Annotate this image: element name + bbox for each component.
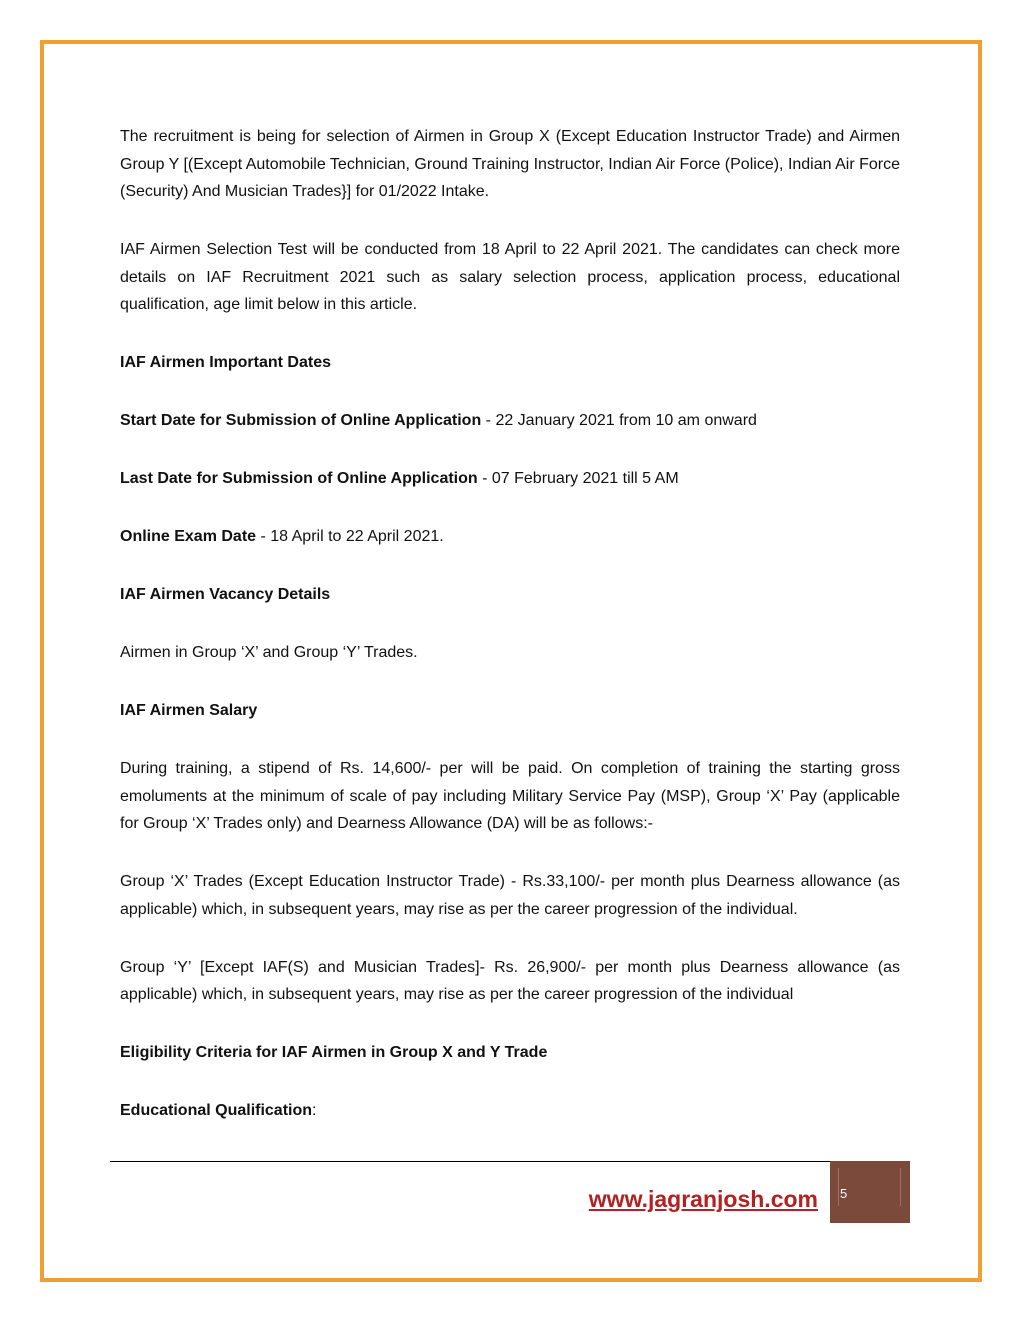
- page-number: 5: [840, 1186, 848, 1201]
- footer-divider: [110, 1161, 830, 1162]
- heading-salary: [120, 697, 900, 725]
- start-date-line: [120, 407, 900, 435]
- heading-text: IAF Airmen Salary: [120, 702, 258, 719]
- start-date-label: Start Date for Submission of Online Application: [120, 412, 482, 429]
- start-date-value: - 22 January 2021 from 10 am onward: [481, 412, 757, 429]
- box-line: [838, 1168, 839, 1206]
- page-number-box: [830, 1161, 910, 1223]
- stipend-paragraph: During training, a stipend of Rs. 14,600/- per will be paid. On completion of training the starting gross emoluments at the minimum of scale of pay including Military Service Pay (MSP), Group ‘X’ Pay (applicable for Group ‘X’ Trades only) and Dearness Allowance (DA) will be as follows:-: [120, 760, 900, 832]
- exam-date-line: [120, 523, 900, 551]
- exam-date-label: Online Exam Date: [120, 528, 257, 545]
- group-x-paragraph: Group ‘X’ Trades (Except Education Instructor Trade) - Rs.33,100/- per month plus Dearness allowance (as applicable) which, in subsequent years, may rise as per the career progression of the individual.: [120, 873, 900, 918]
- edu-colon: :: [312, 1102, 317, 1119]
- heading-vacancy: [120, 581, 900, 609]
- last-date-value: - 07 February 2021 till 5 AM: [477, 470, 679, 487]
- heading-text: IAF Airmen Important Dates: [120, 354, 331, 371]
- intro-paragraph: The recruitment is being for selection of Airmen in Group X (Except Education Instructor Trade) and Airmen Group Y [(Except Automobile Technician, Ground Training Instructor, Indian Air Force (Police), Indian Air Force (Security) And Musician Trades}] for 01/2022 Intake.: [120, 128, 900, 200]
- vacancy-paragraph: Airmen in Group ‘X’ and Group ‘Y’ Trades.: [120, 644, 418, 661]
- last-date-line: [120, 465, 900, 493]
- website-link[interactable]: www.jagranjosh.com: [588, 1186, 818, 1212]
- edu-label: Educational Qualification: [120, 1102, 313, 1119]
- test-paragraph: IAF Airmen Selection Test will be conducted from 18 April to 22 April 2021. The candidates can check more details on IAF Recruitment 2021 such as salary selection process, application process, educational qualification, age limit below in this article.: [120, 241, 900, 313]
- heading-eligibility: [120, 1039, 900, 1067]
- last-date-label: Last Date for Submission of Online Application: [120, 470, 478, 487]
- heading-text: Eligibility Criteria for IAF Airmen in Group X and Y Trade: [120, 1044, 548, 1061]
- exam-date-value: - 18 April to 22 April 2021.: [256, 528, 444, 545]
- group-y-paragraph: Group ‘Y’ [Except IAF(S) and Musician Trades]- Rs. 26,900/- per month plus Dearness allowance (as applicable) which, in subsequent years, may rise as per the career progression of the individual: [120, 958, 900, 1003]
- article-body: [120, 123, 900, 1155]
- educational-qualification-line: [120, 1097, 900, 1125]
- box-line: [900, 1168, 901, 1206]
- heading-important-dates: [120, 349, 900, 377]
- heading-text: IAF Airmen Vacancy Details: [120, 586, 331, 603]
